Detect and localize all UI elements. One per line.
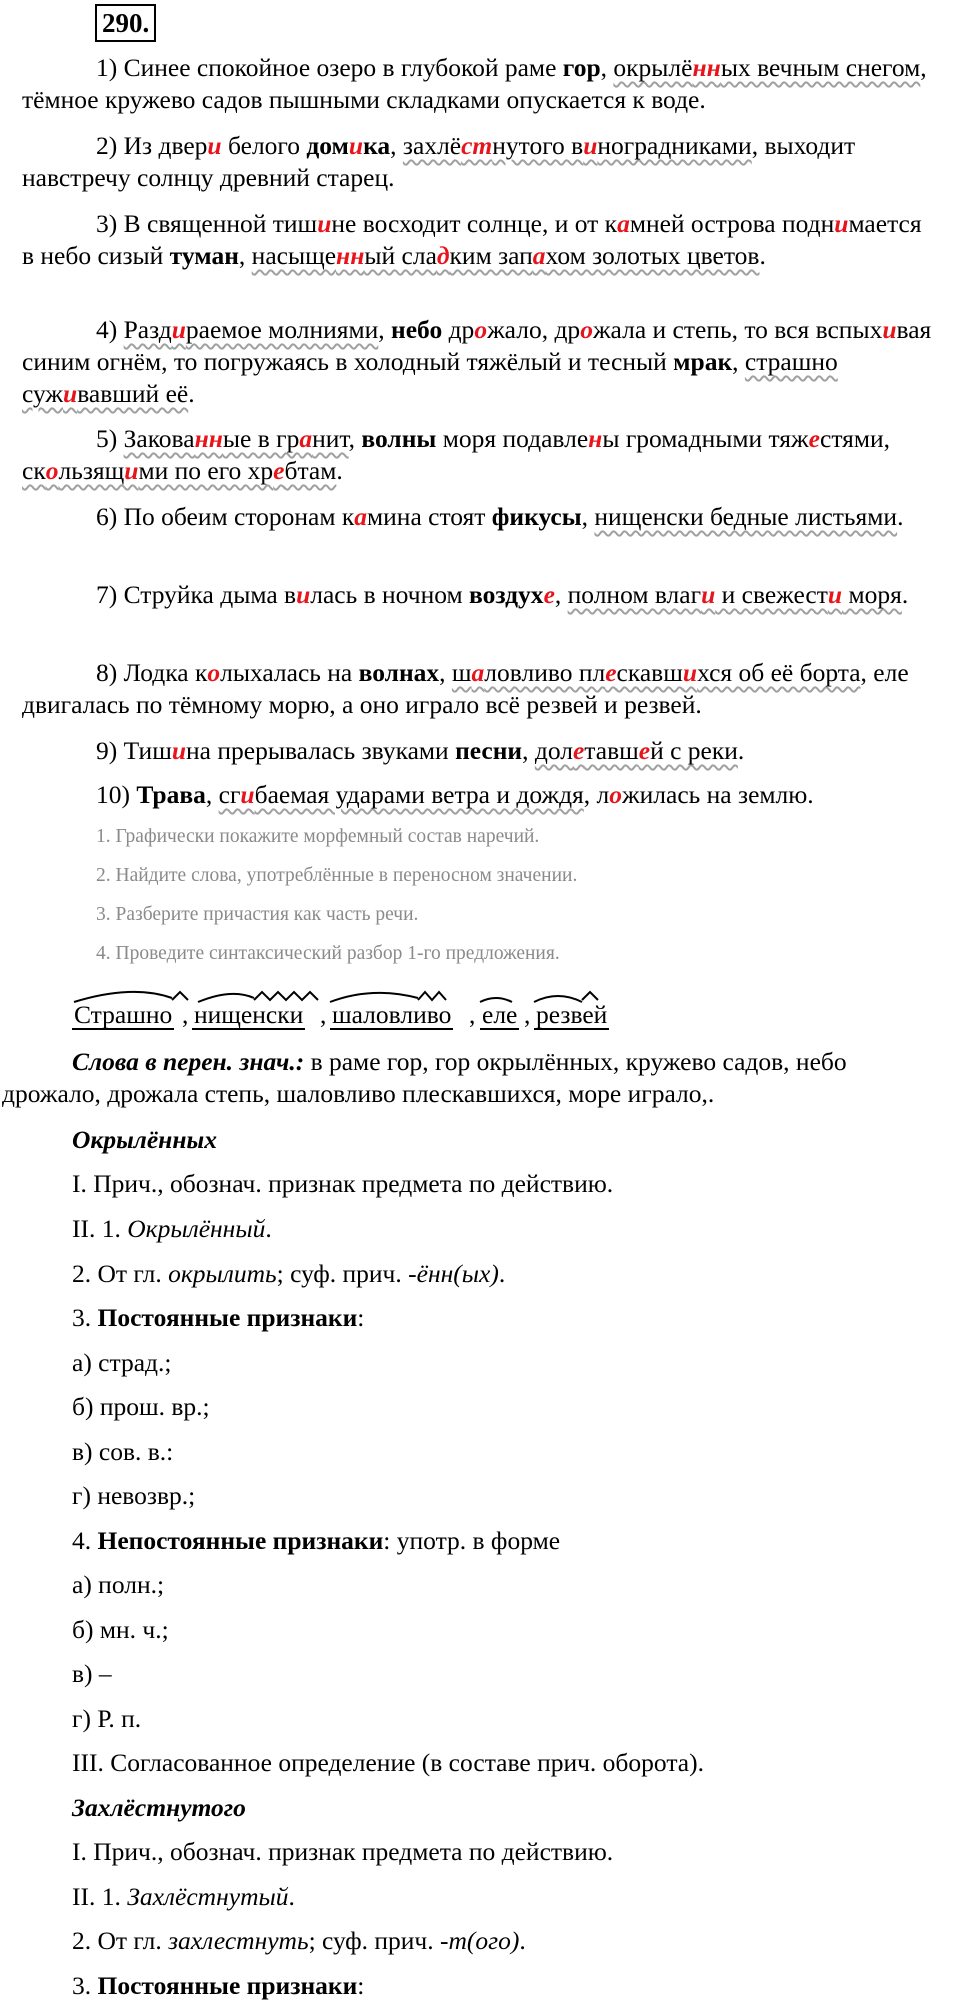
figurative-words: Слова в перен. знач.: в раме гор, гор окрылённых, кружево садов, небо дрожало, дрожала степь, шаловливо плескавшихся, море играло,. <box>2 1047 847 1108</box>
analysis-1-line: 3. Постоянные признаки: <box>72 1303 365 1332</box>
task-3: 3. Разберите причастия как часть речи. <box>96 904 419 925</box>
analysis-2-line: I. Прич., обознач. признак предмета по действию. <box>72 1837 614 1866</box>
adverb-separator: , <box>182 1000 189 1029</box>
analysis-2-line: 2. От гл. захлестнуть; суф. прич. -т(ого). <box>72 1926 526 1955</box>
adverb-3: шаловливо <box>332 1000 452 1029</box>
analysis-2-line: 3. Постоянные признаки: <box>72 1971 365 2000</box>
sentence-8: 8) Лодка колыхалась на волнах, шаловливо плескавшихся об её борта, еле двигалась по тёмному морю, а оно играло всё резвей и резвей. <box>22 658 909 719</box>
exercise-number: 290. <box>95 4 156 42</box>
adverb-4: еле <box>482 1000 518 1029</box>
sentence-9: 9) Тишина прерывалась звуками песни, долетавшей с реки. <box>96 736 745 765</box>
sentence-3: 3) В священной тишине восходит солнце, и от камней острова поднимается в небо сизый туман, насыщенный сладким запахом золотых цветов. <box>22 209 922 270</box>
sentence-4: 4) Раздираемое молниями, небо дрожало, дрожала и степь, то вся вспыхивая синим огнём, то погружаясь в холодный тяжёлый и тесный мрак, страшно суживавший её. <box>22 315 932 408</box>
adverb-2: нищенски <box>194 1000 304 1029</box>
analysis-1-line: II. 1. Окрылённый. <box>72 1214 272 1243</box>
analysis-1-line: III. Согласованное определение (в составе прич. оборота). <box>72 1748 704 1777</box>
analysis-1-line: 4. Непостоянные признаки: употр. в форме <box>72 1526 561 1555</box>
adverb-1: Страшно <box>74 1000 173 1029</box>
analysis-1-line: а) страд.; <box>72 1348 172 1377</box>
analysis-1-line: г) Р. п. <box>72 1704 142 1733</box>
adverb-5: резвей <box>536 1000 608 1029</box>
sentence-7: 7) Струйка дыма вилась в ночном воздухе, полном влаги и свежести моря. <box>96 580 909 609</box>
sentence-6: 6) По обеим сторонам камина стоят фикусы, нищенски бедные листьями. <box>96 502 904 531</box>
task-4: 4. Проведите синтаксический разбор 1-го предложения. <box>96 943 560 964</box>
adverb-separator: , <box>320 1000 327 1029</box>
analysis-1-line: I. Прич., обознач. признак предмета по действию. <box>72 1169 614 1198</box>
sentence-1: 1) Синее спокойное озеро в глубокой раме гор, окрылённых вечным снегом, тёмное кружево садов пышными складками опускается к воде. <box>22 53 927 114</box>
adverb-morpheme-row <box>72 988 632 1030</box>
sentence-5: 5) Закованные в гранит, волны моря подавлены громадными тяжестями, скользящими по его хребтам. <box>22 424 891 485</box>
task-1: 1. Графически покажите морфемный состав наречий. <box>96 826 540 847</box>
analysis-1-line: а) полн.; <box>72 1570 165 1599</box>
sentence-2: 2) Из двери белого домика, захлёстнутого виноградниками, выходит навстречу солнцу древний старец. <box>22 131 856 192</box>
analysis-1-line: в) – <box>72 1659 112 1688</box>
analysis-1-line: г) невозвр.; <box>72 1481 196 1510</box>
analysis-1-line: 2. От гл. окрылить; суф. прич. -ённ(ых). <box>72 1259 506 1288</box>
sentence-10: 10) Трава, сгибаемая ударами ветра и дождя, ложилась на землю. <box>96 780 814 809</box>
analysis-2-heading: Захлёстнутого <box>72 1793 246 1822</box>
adverb-separator: , <box>469 1000 476 1029</box>
adverb-separator: , <box>524 1000 531 1029</box>
analysis-1-line: в) сов. в.: <box>72 1437 174 1466</box>
task-2: 2. Найдите слова, употреблённые в переносном значении. <box>96 865 578 886</box>
analysis-2-line: II. 1. Захлёстнутый. <box>72 1882 295 1911</box>
analysis-1-line: б) мн. ч.; <box>72 1615 169 1644</box>
analysis-1-line: б) прош. вр.; <box>72 1392 210 1421</box>
analysis-1-heading: Окрылённых <box>72 1125 217 1154</box>
